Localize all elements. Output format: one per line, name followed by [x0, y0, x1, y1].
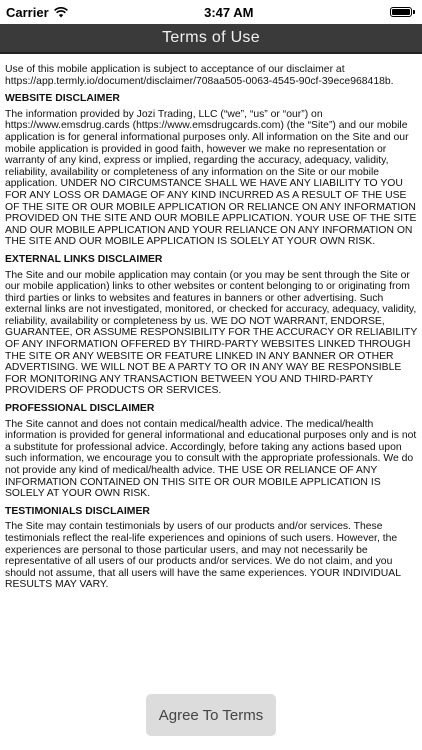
section-heading-testimonials: TESTIMONIALS DISCLAIMER	[5, 505, 150, 517]
page-title: Terms of Use	[162, 29, 260, 46]
status-bar	[0, 0, 422, 24]
wifi-icon	[54, 7, 68, 18]
section-body-website: The information provided by Jozi Trading, LLC (“we”, “us” or “our”) on https://www.emsdrug.cards (https://www.emsdrugcards.com) (the “Site”) and our mobile application is for general informational purposes only. All information on the Site and our mobile application is provided in good faith, however we make no representation or warranty of any kind, express or implied, regarding the accuracy, adequacy, validity, reliability, availability or completeness of any information on the Site or our mobile application. UNDER NO CIRCUMSTANCE SHALL WE HAVE ANY LIABILITY TO YOU FOR ANY LOSS OR DAMAGE OF ANY KIND INCURRED AS A RESULT OF THE USE OF THE SITE OR OUR MOBILE APPLICATION OR RELIANCE ON ANY INFORMATION PROVIDED ON THE SITE AND OUR MOBILE APPLICATION. YOUR USE OF THE SITE AND OUR MOBILE APPLICATION AND YOUR RELIANCE ON ANY INFORMATION ON THE SITE AND OUR MOBILE APPLICATION IS SOLELY AT YOUR OWN RISK.	[5, 108, 417, 248]
section-body-testimonials: The Site may contain testimonials by users of our products and/or services. These testimonials reflect the real-life experiences and opinions of such users. However, the experiences are personal to those particular users, and may not necessarily be representative of all users of our products and/or services. We do not claim, and you should not assume, that all users will have the same experiences. YOUR INDIVIDUAL RESULTS MAY VARY.	[5, 521, 401, 591]
terms-content[interactable]	[0, 54, 422, 591]
intro-text: Use of this mobile application is subject to acceptance of our disclaimer at https://app.termly.io/document/disclaimer/708aa505-0063-4545-90cf-39ece968418b.	[5, 64, 394, 87]
status-time: 3:47 AM	[204, 4, 254, 20]
section-heading-external-links: EXTERNAL LINKS DISCLAIMER	[5, 253, 163, 265]
section-body-external-links: The Site and our mobile application may contain (or you may be sent through the Site or our mobile application) links to other websites or content belonging to or originating from third parties or links to websites and features in banners or other advertising. Such external links are not investigated, monitored, or checked for accuracy, adequacy, validity, reliability, availability or completeness by us. WE DO NOT WARRANT, ENDORSE, GUARANTEE, OR ASSUME RESPONSIBILITY FOR THE ACCURACY OR RELIABILITY OF ANY INFORMATION OFFERED BY THIRD-PARTY WEBSITES LINKED THROUGH THE SITE OR ANY WEBSITE OR FEATURE LINKED IN ANY BANNER OR OTHER ADVERTISING. WE WILL NOT BE A PARTY TO OR IN ANY WAY BE RESPONSIBLE FOR MONITORING ANY TRANSACTION BETWEEN YOU AND THIRD-PARTY PROVIDERS OF PRODUCTS OR SERVICES.	[5, 269, 418, 397]
battery-level	[392, 9, 410, 15]
status-left	[6, 5, 68, 20]
footer	[0, 694, 422, 736]
carrier-label: Carrier	[6, 4, 49, 20]
section-heading-professional: PROFESSIONAL DISCLAIMER	[5, 403, 155, 415]
nav-bar	[0, 24, 422, 54]
section-heading-website: WEBSITE DISCLAIMER	[5, 93, 120, 105]
agree-to-terms-button[interactable]: Agree To Terms	[146, 694, 276, 736]
battery-icon	[390, 7, 412, 17]
section-body-professional: The Site cannot and does not contain medical/health advice. The medical/health information is provided for general informational and educational purposes only and is not a substitute for professional advice. Accordingly, before taking any actions based upon such information, we encourage you to consult with the appropriate professionals. We do not provide any kind of medical/health advice. THE USE OR RELIANCE OF ANY INFORMATION CONTAINED ON THIS SITE OR OUR MOBILE APPLICATION IS SOLELY AT YOUR OWN RISK.	[5, 418, 417, 500]
